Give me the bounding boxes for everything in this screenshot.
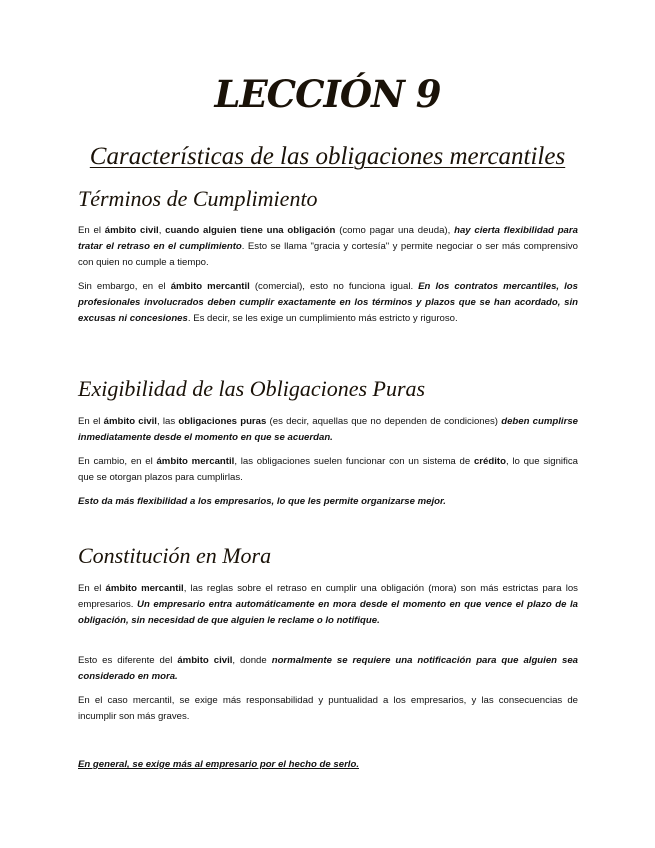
section-heading-mora: Constitución en Mora bbox=[78, 543, 272, 568]
paragraph-mora-conclusion: En general, se exige más al empresario por el hecho de serlo. bbox=[78, 759, 360, 770]
paragraph-exigibilidad-3: Esto da más flexibilidad a los empresarios, lo que les permite organizarse mejor. bbox=[78, 496, 446, 507]
paragraph-mora-3: En el caso mercantil, se exige más responsabilidad y puntualidad a los empresarios, y las consecuencias de incumplir son más graves. bbox=[78, 695, 578, 722]
section-heading-terminos: Términos de Cumplimiento bbox=[78, 186, 318, 211]
page-subtitle: Características de las obligaciones mercantiles bbox=[89, 143, 566, 170]
paragraph-exigibilidad-1: En el ámbito civil, las obligaciones puras (es decir, aquellas que no dependen de condiciones) deben cumplirse inmediatamente desde el momento en que se acuerdan. bbox=[78, 416, 578, 443]
page-title: LECCIÓN 9 bbox=[214, 72, 441, 116]
paragraph-terminos-2: Sin embargo, en el ámbito mercantil (comercial), esto no funciona igual. En los contratos mercantiles, los profesionales involucrados deben cumplir exactamente en los términos y plazos que se han acordado, sin excusas ni concesiones. Es decir, se les exige un cumplimiento más estricto y riguroso. bbox=[78, 281, 578, 324]
paragraph-mora-2: Esto es diferente del ámbito civil, donde normalmente se requiere una notificación para que alguien sea considerado en mora. bbox=[78, 655, 578, 682]
paragraph-terminos-1: En el ámbito civil, cuando alguien tiene una obligación (como pagar una deuda), hay cierta flexibilidad para tratar el retraso en el cumplimiento. Esto se llama "gracia y cortesía" y permite negociar o ser más comprensivo con quien no cumple a tiempo. bbox=[78, 225, 578, 268]
paragraph-exigibilidad-2: En cambio, en el ámbito mercantil, las obligaciones suelen funcionar con un sistema de crédito, lo que significa que se otorgan plazos para cumplirlas. bbox=[78, 456, 578, 483]
section-heading-exigibilidad: Exigibilidad de las Obligaciones Puras bbox=[78, 376, 426, 401]
paragraph-mora-1: En el ámbito mercantil, las reglas sobre el retraso en cumplir una obligación (mora) son más estrictas para los empresarios. Un empresario entra automáticamente en mora desde el momento en que vence el plazo de la obligación, sin necesidad de que alguien le reclame o lo notifique. bbox=[78, 583, 578, 626]
